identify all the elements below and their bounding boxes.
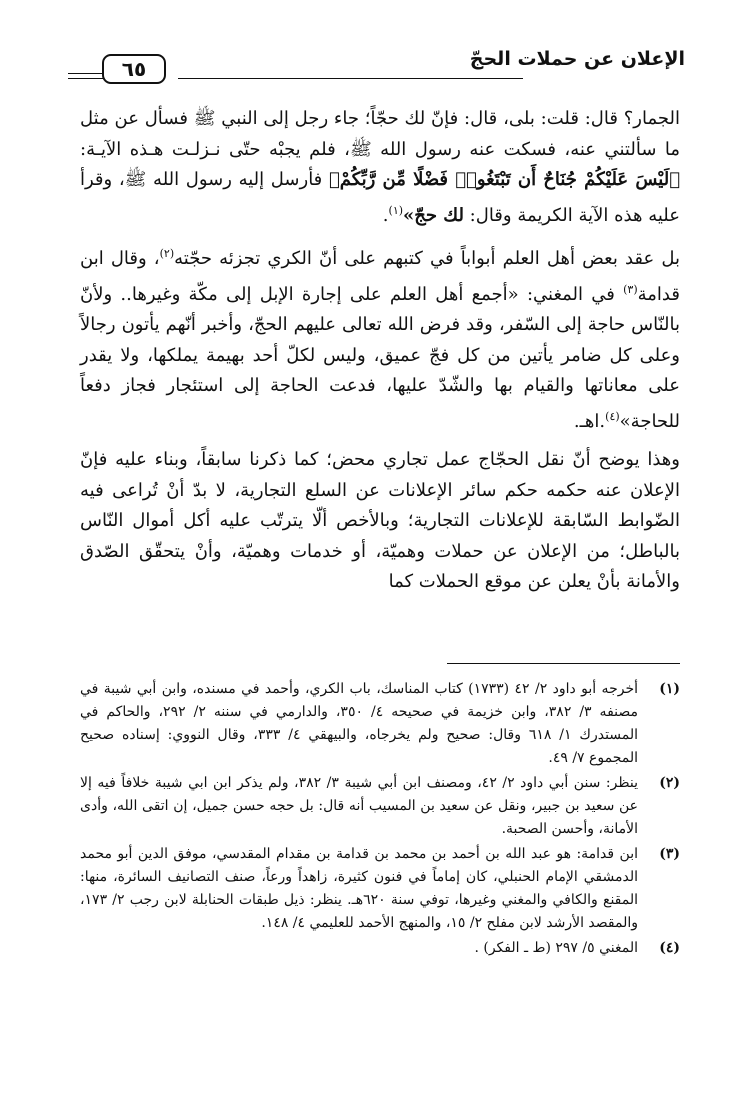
page-number-badge: ٦٥: [102, 54, 166, 84]
paragraph-text: ، وقال ابن قدامة: [80, 248, 680, 305]
footnote-number: (٤): [659, 940, 680, 956]
paragraph-text: .اهـ.: [573, 410, 606, 432]
paragraph: [80, 104, 680, 231]
footnote-ref: (٣): [623, 282, 638, 296]
footnotes: [80, 678, 680, 962]
footnote-text: أخرجه أبو داود ٢/ ٤٢ (١٧٣٣) كتاب المناسك، باب الكري، وأحمد في مسنده، وابن أبي شيبة في مصنفه ٣/ ٣٨٢، وابن خزيمة في صحيحه ٤/ ٣٥٠، والدارمي في سننه ٢/ ٢٩٢، والحاكم في المستدرك ١/ ٦١٨ وقال: صحيح ولم يخرجاه، والبيهقي ٤/ ٣٣٣، وقال النووي: إسناده صحيح المجموع ٧/ ٤٩.: [80, 681, 639, 766]
footnote-ref: (٢): [159, 247, 175, 260]
paragraph-text: الجمار؟ قال: قلت: بلى، قال: فإنّ لك حجّاً؛ جاء رجل إلى النبي ﷺ فسأل عن مثل ما سألتني عنه، فسكت عنه رسول الله ﷺ، فلم يجبْه حتّى نـزلـت هـذه الآيـة:: [80, 108, 680, 160]
running-header-title: الإعلان عن حملات الحجّ: [469, 48, 685, 70]
footnote: [80, 772, 680, 841]
main-text: [80, 104, 680, 598]
footnote: [80, 678, 680, 770]
footnote-text: ابن قدامة: هو عبد الله بن أحمد بن محمد بن قدامة بن مقدام المقدسي، موفق الدين أبو محمد الدمشقي الإمام الحنبلي، كان إماماً في فنون كثيرة، زاهداً ورعاً، صنف التصانيف السائرة، منها: المقنع والكافي والمغني وغيرها، توفي سنة ٦٢٠هـ. ينظر: ذيل طبقات الحنابلة لابن رجب ٢/ ١٧٣، والمقصد الأرشد لابن مفلح ٢/ ١٥، والمنهج الأحمد للعليمي ٤/ ١٤٨.: [80, 846, 638, 931]
paragraph: [80, 445, 680, 598]
footnote-ref: (٤): [605, 409, 620, 423]
footnote: [80, 937, 680, 960]
paragraph-text: وهذا يوضح أنّ نقل الحجّاج عمل تجاري محض؛ كما ذكرنا سابقاً، وبناء عليه فإنّ الإعلان عنه حكمه حكم سائر الإعلانات عن السلع التجارية، لا بدّ أنْ تُراعى فيه الضّوابط السّابقة للإعلانات التجارية؛ وبالأخص ألّا يترتّب عليه أكل أموال النّاس بالباطل؛ من الإعلان عن حملات وهميّة، أو خدمات وهميّة، وأنْ يتحقّق الصّدق والأمانة بأنْ يعلن عن موقع الحملات كما: [80, 449, 680, 592]
paragraph-text: فأرسل إليه رسول الله ﷺ، وقرأ عليه هذه الآية الكريمة وقال:: [80, 169, 680, 226]
quote-end: لك حجّ»: [403, 204, 464, 226]
footnote-text: ينظر: سنن أبي داود ٢/ ٤٢، ومصنف ابن أبي شيبة ٣/ ٣٨٢، ولم يذكر ابن ابي شيبة خلافاً فيه إلا عن سعيد بن جبير، ونقل عن سعيد بن المسيب أنه قال: بل حجه حسن جميل، إن اتقى الله، وأدى الأمانة، وأحسن الصحبة.: [80, 775, 638, 837]
header-rule: [178, 78, 523, 79]
footnote-ref: (١): [388, 203, 404, 217]
footnote-separator: [447, 663, 680, 664]
paragraph-text: بل عقد بعض أهل العلم أبواباً في كتبهم على أنّ الكري تجزئه حجّته: [174, 248, 680, 269]
footnote-number: (١): [659, 681, 680, 697]
paragraph: [80, 239, 680, 437]
footnote-number: (٢): [659, 775, 680, 791]
footnote: [80, 843, 680, 935]
quran-verse: ﴿لَيْسَ عَلَيْكُمْ جُنَاحٌ أَن تَبْتَغُوا۟ فَضْلًا مِّن رَّبِّكُمْ﴾: [328, 169, 681, 190]
paragraph-text: .: [382, 204, 389, 226]
paragraph-text: في المغني: «أجمع أهل العلم على إجارة الإبل إلى مكّة وغيرها.. ولأنّ بالنّاس حاجة إلى السّفر، وقد فرض الله تعالى عليهم الحجّ، وأخبر أنّهم يأتون رجالاً وعلى كل ضامر يأتين من كل فجّ عميق، وليس لكلّ أحد بهيمة يملكها، ولا يقدر على معاناتها والقيام بها والشّدّ عليها، فدعت الحاجة إلى استئجار فجاز دفعاً للحاجة»: [80, 283, 680, 432]
footnote-number: (٣): [659, 846, 680, 862]
footnote-text: المغني ٥/ ٢٩٧ (ط ـ الفكر) .: [474, 940, 638, 956]
